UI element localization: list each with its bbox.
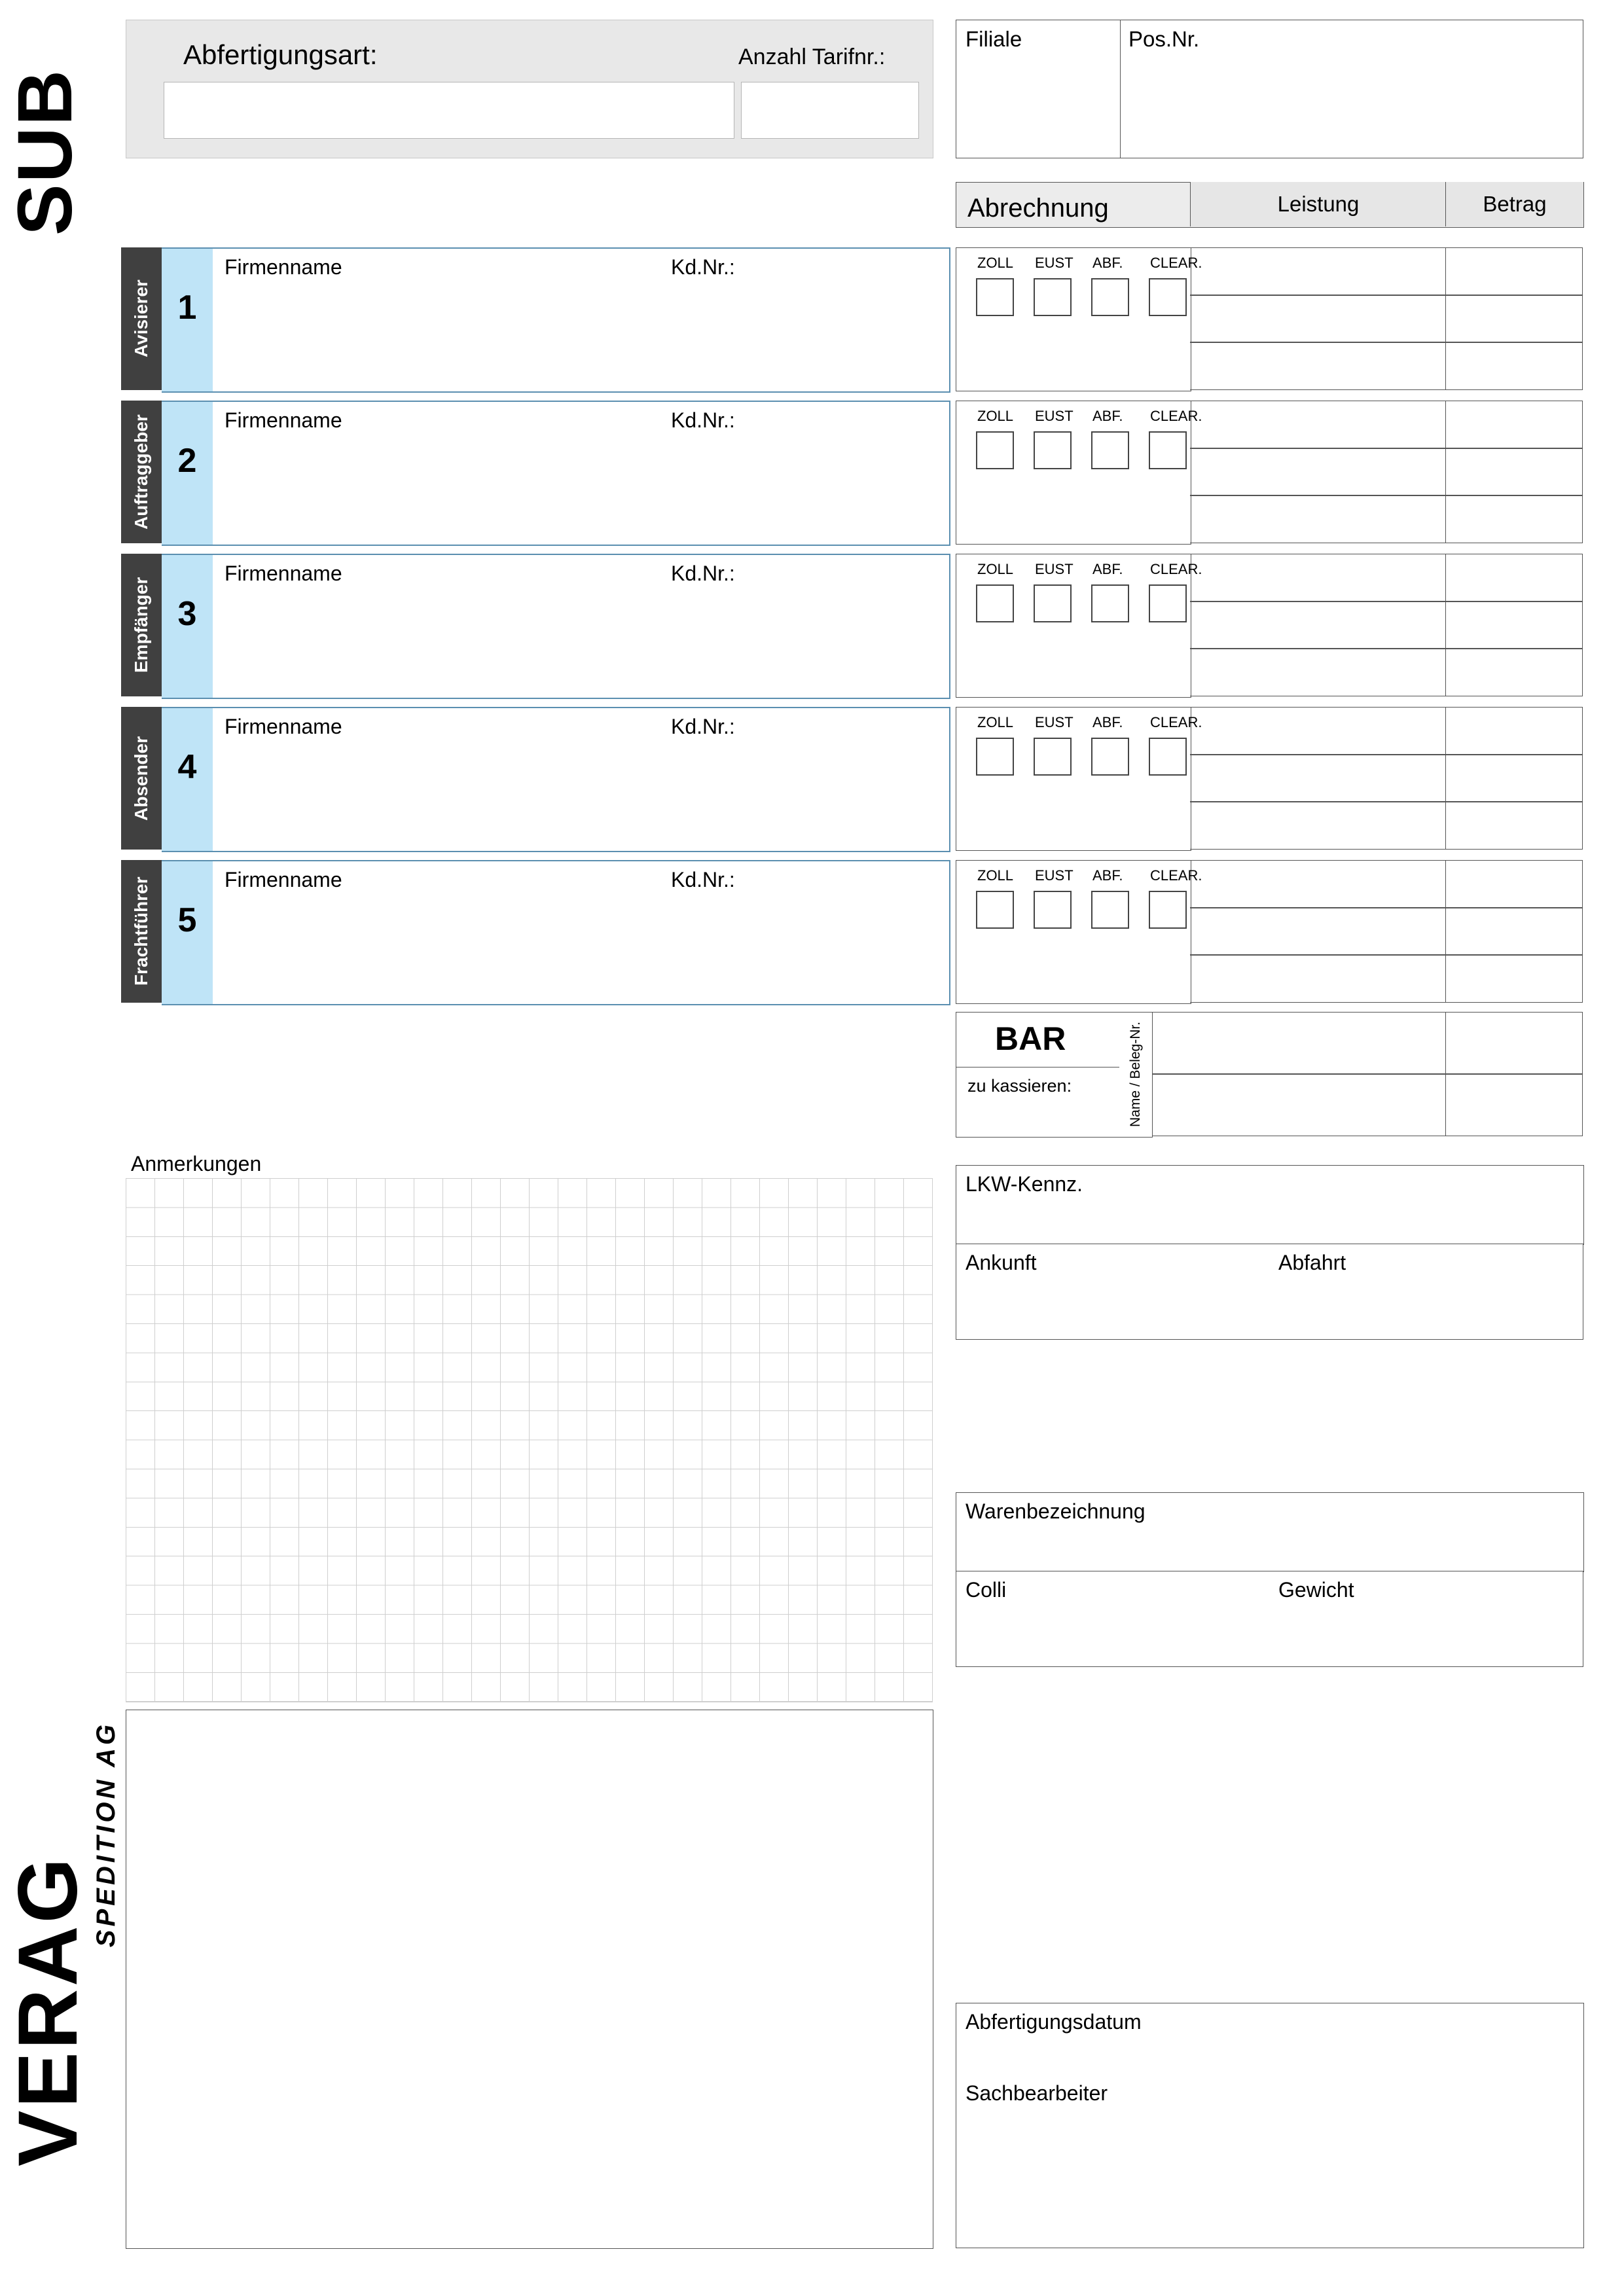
posnr-field[interactable]	[1119, 20, 1583, 158]
checkbox-label: EUST	[1035, 714, 1074, 730]
party-number-column	[162, 860, 213, 1005]
ankunft-label: Ankunft	[965, 1251, 1037, 1274]
checkbox-zoll[interactable]	[976, 431, 1014, 469]
checkbox-clear[interactable]	[1149, 278, 1187, 316]
checkbox-eust[interactable]	[1034, 278, 1072, 316]
bar-title: BAR	[995, 1020, 1066, 1057]
checkbox-zoll[interactable]	[976, 584, 1014, 622]
checkbox-label: EUST	[1035, 255, 1074, 271]
checkbox-eust[interactable]	[1034, 584, 1072, 622]
party-input-area[interactable]	[213, 554, 950, 699]
checkbox-abf[interactable]	[1091, 738, 1129, 776]
kdnr-label: Kd.Nr.:	[671, 715, 735, 738]
abfertigungsdatum-field[interactable]	[956, 2003, 1584, 2076]
party-tab-label: Empfänger	[131, 577, 151, 673]
party-tab	[121, 554, 162, 696]
bar-line-row[interactable]	[1152, 1074, 1583, 1136]
party-row	[121, 860, 949, 1003]
party-tab-label: Frachtführer	[131, 876, 151, 986]
party-tab-label: Absender	[131, 736, 151, 821]
abrechnung-lines	[1190, 401, 1583, 543]
abrechnung-line-row[interactable]	[1190, 955, 1583, 1003]
checkbox-label: CLEAR.	[1150, 867, 1202, 884]
checkbox-label: CLEAR.	[1150, 408, 1202, 424]
party-tab	[121, 860, 162, 1003]
party-number-column	[162, 554, 213, 699]
colli-field[interactable]	[956, 1571, 1271, 1667]
abrechnung-line-row[interactable]	[1190, 401, 1583, 448]
sachbearbeiter-field[interactable]	[956, 2075, 1584, 2248]
anzahl-tarifnr-label: Anzahl Tarifnr.:	[738, 45, 886, 69]
checkbox-eust[interactable]	[1034, 891, 1072, 929]
abrechnung-line-row[interactable]	[1190, 495, 1583, 543]
ankunft-field[interactable]	[956, 1244, 1271, 1340]
kdnr-label: Kd.Nr.:	[671, 255, 735, 279]
lkw-kennz-field[interactable]	[956, 1165, 1584, 1245]
abfertigungsdatum-label: Abfertigungsdatum	[965, 2010, 1142, 2034]
warenbezeichnung-field[interactable]	[956, 1492, 1584, 1572]
checkbox-label: ZOLL	[977, 408, 1014, 424]
checkbox-label: EUST	[1035, 867, 1074, 884]
abrechnung-line-row[interactable]	[1190, 908, 1583, 956]
abrechnung-checkbox-group	[956, 247, 1202, 391]
checkbox-abf[interactable]	[1091, 278, 1129, 316]
checkbox-abf[interactable]	[1091, 584, 1129, 622]
checkbox-label: ZOLL	[977, 714, 1014, 730]
party-number: 1	[177, 289, 197, 327]
abrechnung-row	[956, 860, 1583, 1003]
abfahrt-field[interactable]	[1269, 1244, 1583, 1340]
abrechnung-line-row[interactable]	[1190, 707, 1583, 755]
filiale-field[interactable]	[956, 20, 1121, 158]
checkbox-clear[interactable]	[1149, 738, 1187, 776]
beleg-nr-label: Name / Beleg-Nr.	[1128, 1021, 1143, 1127]
abrechnung-row	[956, 401, 1583, 543]
party-number-column	[162, 247, 213, 393]
bar-line-row[interactable]	[1152, 1012, 1583, 1074]
abrechnung-checkbox-group	[956, 707, 1202, 851]
abrechnung-lines	[1190, 554, 1583, 696]
abrechnung-line-row[interactable]	[1190, 247, 1583, 295]
party-number-column	[162, 401, 213, 546]
abrechnung-line-row[interactable]	[1190, 295, 1583, 343]
anmerkungen-grid[interactable]	[126, 1178, 933, 1702]
abrechnung-line-row[interactable]	[1190, 342, 1583, 390]
party-row	[121, 247, 949, 390]
party-number-column	[162, 707, 213, 852]
abrechnung-checkbox-group	[956, 554, 1202, 698]
abrechnung-lines	[1190, 707, 1583, 850]
gewicht-label: Gewicht	[1278, 1578, 1354, 1602]
abrechnung-line-row[interactable]	[1190, 649, 1583, 696]
kdnr-label: Kd.Nr.:	[671, 868, 735, 891]
abfahrt-label: Abfahrt	[1278, 1251, 1346, 1274]
checkbox-clear[interactable]	[1149, 584, 1187, 622]
abrechnung-line-row[interactable]	[1190, 448, 1583, 496]
abrechnung-row	[956, 247, 1583, 390]
abfertigungsart-input[interactable]	[164, 82, 734, 139]
abrechnung-line-row[interactable]	[1190, 802, 1583, 850]
checkbox-zoll[interactable]	[976, 891, 1014, 929]
abrechnung-row	[956, 554, 1583, 696]
abrechnung-checkbox-group	[956, 860, 1202, 1004]
party-input-area[interactable]	[213, 860, 950, 1005]
checkbox-label: ABF.	[1092, 561, 1123, 577]
column-header-betrag: Betrag	[1445, 182, 1583, 226]
colli-label: Colli	[965, 1578, 1007, 1602]
party-tab	[121, 707, 162, 850]
verag-logo: VERAG	[1, 1855, 95, 2166]
firmenname-label: Firmenname	[225, 868, 342, 891]
filiale-label: Filiale	[965, 27, 1022, 51]
firmenname-label: Firmenname	[225, 255, 342, 279]
checkbox-zoll[interactable]	[976, 278, 1014, 316]
abrechnung-lines	[1190, 860, 1583, 1003]
abrechnung-line-row[interactable]	[1190, 601, 1583, 649]
bar-zu-kassieren-label: zu kassieren:	[967, 1076, 1072, 1096]
kdnr-label: Kd.Nr.:	[671, 562, 735, 585]
party-row	[121, 401, 949, 543]
checkbox-eust[interactable]	[1034, 431, 1072, 469]
abrechnung-lines	[1190, 247, 1583, 390]
checkbox-abf[interactable]	[1091, 891, 1129, 929]
sub-logo: SUB	[2, 68, 88, 236]
firmenname-label: Firmenname	[225, 408, 342, 432]
checkbox-label: ABF.	[1092, 408, 1123, 424]
abrechnung-line-row[interactable]	[1190, 755, 1583, 802]
gewicht-field[interactable]	[1269, 1571, 1583, 1667]
party-row	[121, 707, 949, 850]
checkbox-eust[interactable]	[1034, 738, 1072, 776]
firmenname-label: Firmenname	[225, 562, 342, 585]
party-row	[121, 554, 949, 696]
firmenname-label: Firmenname	[225, 715, 342, 738]
checkbox-abf[interactable]	[1091, 431, 1129, 469]
party-tab-label: Avisierer	[131, 279, 151, 358]
party-number: 3	[177, 595, 197, 633]
warenbezeichnung-label: Warenbezeichnung	[965, 1499, 1146, 1523]
party-number: 4	[177, 748, 197, 786]
checkbox-clear[interactable]	[1149, 891, 1187, 929]
kdnr-label: Kd.Nr.:	[671, 408, 735, 432]
sachbearbeiter-label: Sachbearbeiter	[965, 2081, 1108, 2105]
posnr-label: Pos.Nr.	[1128, 27, 1200, 51]
checkbox-label: ZOLL	[977, 561, 1014, 577]
checkbox-zoll[interactable]	[976, 738, 1014, 776]
abrechnung-line-row[interactable]	[1190, 860, 1583, 908]
checkbox-label: ZOLL	[977, 255, 1014, 271]
party-input-area[interactable]	[213, 707, 950, 852]
anzahl-tarifnr-input[interactable]	[741, 82, 919, 139]
lkw-kennz-label: LKW-Kennz.	[965, 1172, 1083, 1196]
checkbox-label: ABF.	[1092, 714, 1123, 730]
checkbox-label: ZOLL	[977, 867, 1014, 884]
bar-amount-lines	[1152, 1012, 1583, 1136]
party-input-area[interactable]	[213, 401, 950, 546]
checkbox-label: CLEAR.	[1150, 255, 1202, 271]
abrechnung-line-row[interactable]	[1190, 554, 1583, 601]
checkbox-label: ABF.	[1092, 255, 1123, 271]
checkbox-label: EUST	[1035, 561, 1074, 577]
party-tab	[121, 401, 162, 543]
abrechnung-row	[956, 707, 1583, 850]
zollanmeldung-field[interactable]	[126, 1710, 933, 2249]
party-tab-label: Auftraggeber	[131, 414, 151, 529]
party-input-area[interactable]	[213, 247, 950, 393]
checkbox-label: CLEAR.	[1150, 561, 1202, 577]
checkbox-label: CLEAR.	[1150, 714, 1202, 730]
party-tab	[121, 247, 162, 390]
abrechnung-title: Abrechnung	[967, 194, 1109, 223]
abrechnung-checkbox-group	[956, 401, 1202, 545]
party-number: 5	[177, 901, 197, 939]
checkbox-clear[interactable]	[1149, 431, 1187, 469]
column-header-leistung: Leistung	[1190, 182, 1446, 226]
party-number: 2	[177, 442, 197, 480]
anmerkungen-label: Anmerkungen	[131, 1152, 262, 1175]
abfertigungsart-label: Abfertigungsart:	[183, 39, 378, 70]
checkbox-label: ABF.	[1092, 867, 1123, 884]
checkbox-label: EUST	[1035, 408, 1074, 424]
verag-subtitle: SPEDITION AG	[92, 1721, 120, 1948]
